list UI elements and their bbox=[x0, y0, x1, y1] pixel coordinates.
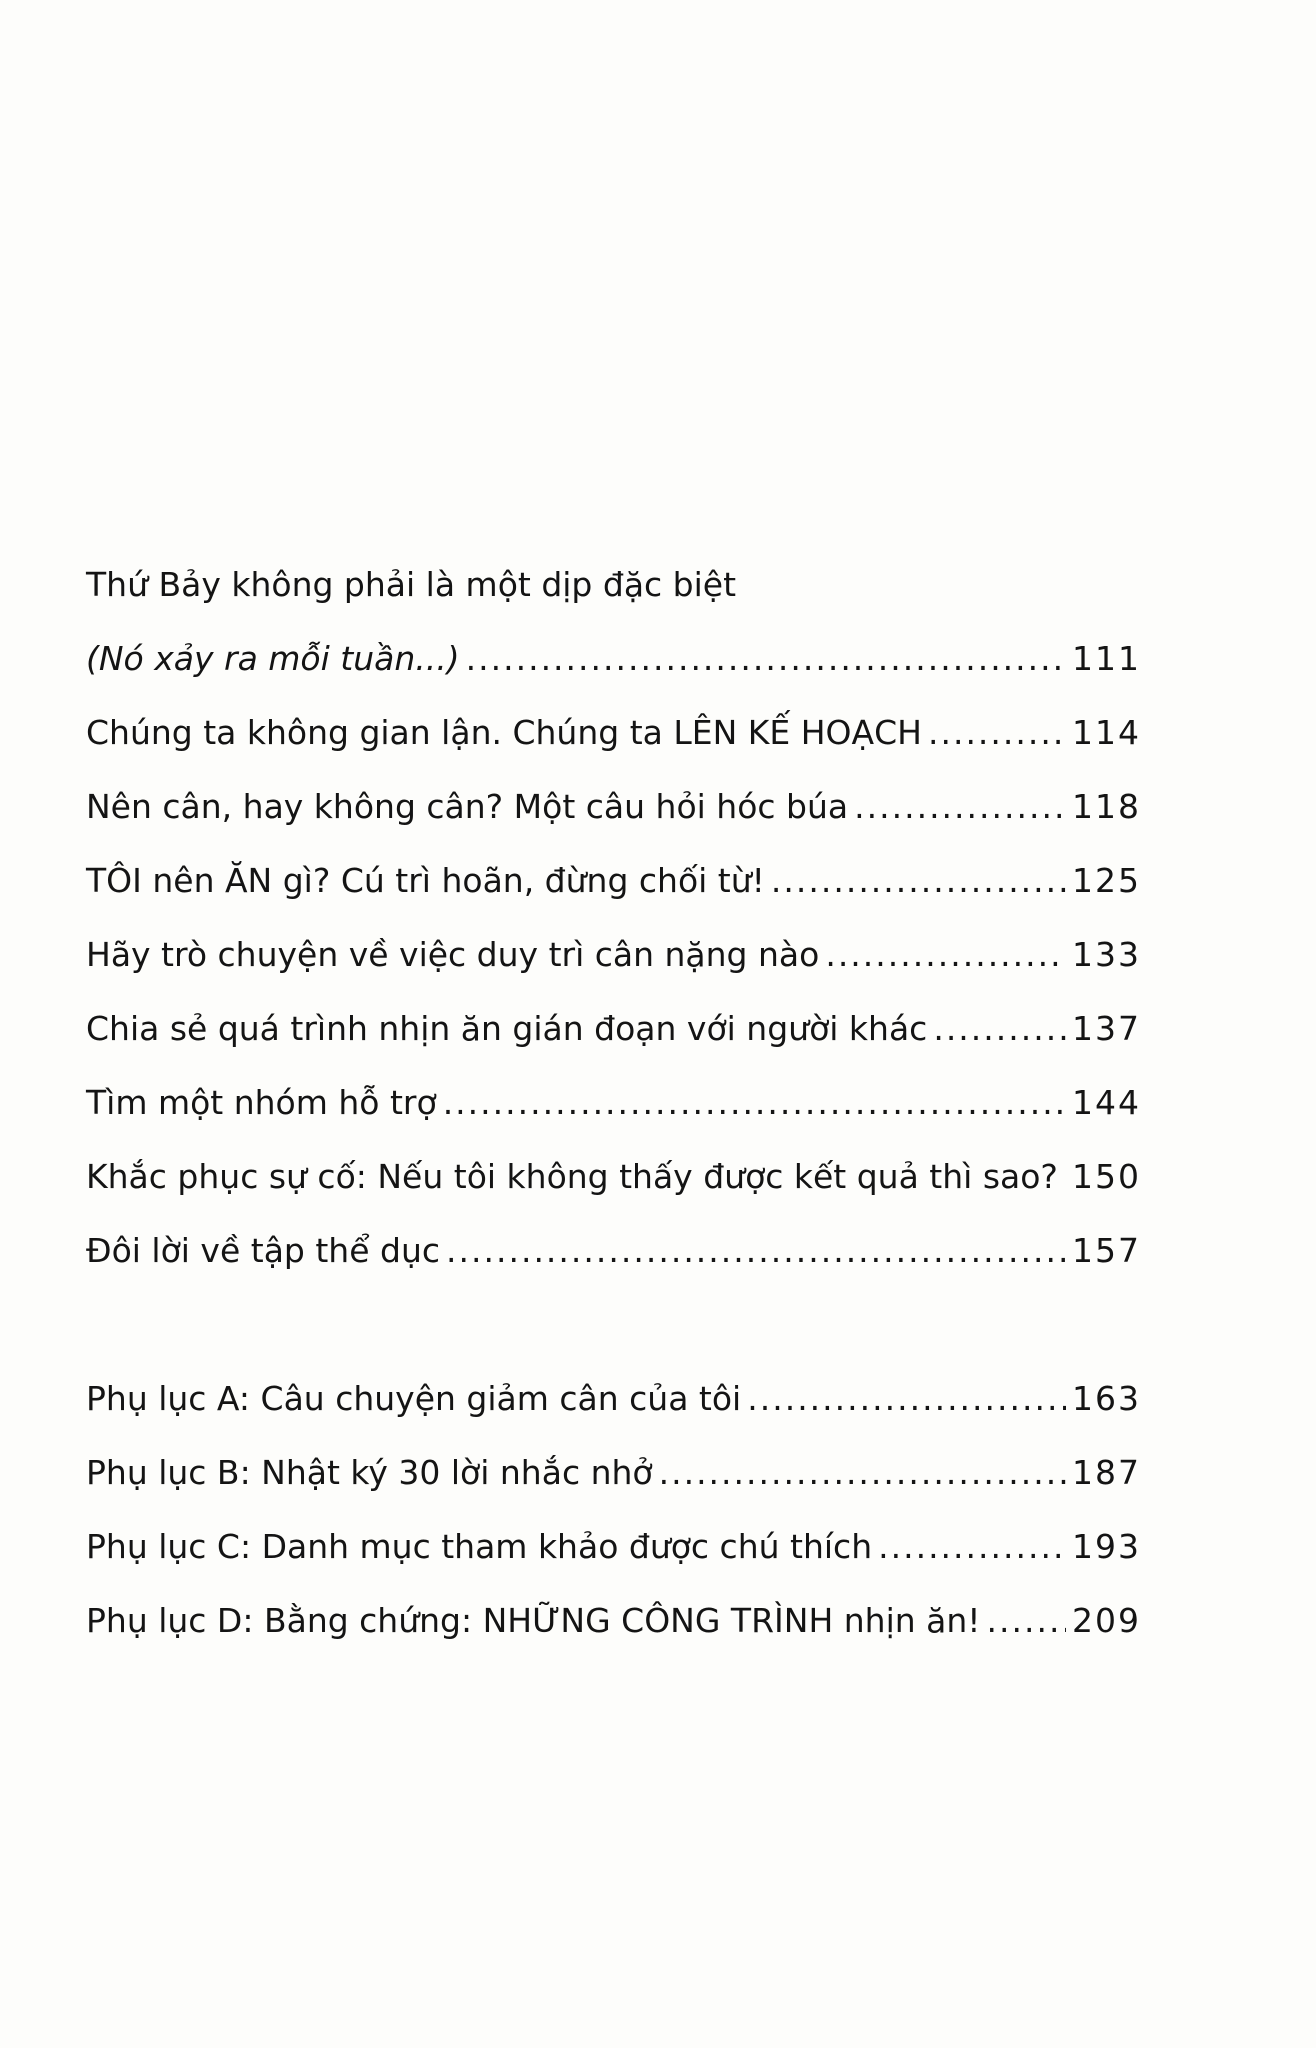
toc-entry-title: Tìm một nhóm hỗ trợ bbox=[86, 1083, 437, 1122]
toc-entry-heading: Thứ Bảy không phải là một dịp đặc biệt bbox=[86, 565, 737, 604]
dot-leader bbox=[446, 1214, 1066, 1288]
toc-page-number: 157 bbox=[1072, 1231, 1141, 1270]
dot-leader bbox=[878, 1510, 1066, 1584]
toc-entry-title: Đôi lời về tập thể dục bbox=[86, 1231, 441, 1270]
toc-page-number: 114 bbox=[1072, 713, 1141, 752]
section-spacer bbox=[86, 1288, 1141, 1362]
toc-entry-title: Chúng ta không gian lận. Chúng ta LÊN KẾ HOẠCH bbox=[86, 713, 922, 752]
toc-page-number: 187 bbox=[1072, 1453, 1141, 1492]
toc-entry-title: Khắc phục sự cố: Nếu tôi không thấy được kết quả thì sao? bbox=[86, 1157, 1058, 1196]
dot-leader bbox=[747, 1362, 1066, 1436]
toc-entry-title: Phụ lục D: Bằng chứng: NHỮNG CÔNG TRÌNH nhịn ăn! bbox=[86, 1601, 981, 1640]
toc-entry-title: Chia sẻ quá trình nhịn ăn gián đoạn với người khác bbox=[86, 1009, 928, 1048]
toc-page-number: 125 bbox=[1072, 861, 1141, 900]
toc-entry bbox=[86, 992, 1141, 1066]
toc-appendix-entry bbox=[86, 1510, 1141, 1584]
dot-leader bbox=[933, 992, 1066, 1066]
toc-entry-title: Phụ lục B: Nhật ký 30 lời nhắc nhở bbox=[86, 1453, 653, 1492]
dot-leader bbox=[771, 844, 1066, 918]
toc-page-number: 133 bbox=[1072, 935, 1141, 974]
toc-page-number: 137 bbox=[1072, 1009, 1141, 1048]
toc-entry-title: Nên cân, hay không cân? Một câu hỏi hóc búa bbox=[86, 787, 849, 826]
toc-entry-title: Phụ lục A: Câu chuyện giảm cân của tôi bbox=[86, 1379, 742, 1418]
toc-page-number: 111 bbox=[1072, 639, 1141, 678]
toc-entry-title: Hãy trò chuyện về việc duy trì cân nặng nào bbox=[86, 935, 820, 974]
toc-appendix-entry bbox=[86, 1362, 1141, 1436]
toc-entry bbox=[86, 1140, 1141, 1214]
dot-leader bbox=[928, 696, 1066, 770]
toc-page-number: 193 bbox=[1072, 1527, 1141, 1566]
toc-appendix-entry bbox=[86, 1584, 1141, 1658]
toc-entry-title: TÔI nên ĂN gì? Cú trì hoãn, đừng chối từ! bbox=[86, 861, 765, 900]
dot-leader bbox=[854, 770, 1066, 844]
dot-leader bbox=[825, 918, 1066, 992]
toc-page-number: 144 bbox=[1072, 1083, 1141, 1122]
toc-entry bbox=[86, 1214, 1141, 1288]
dot-leader bbox=[659, 1436, 1066, 1510]
table-of-contents bbox=[86, 548, 1141, 1658]
toc-entry bbox=[86, 844, 1141, 918]
toc-page-number: 163 bbox=[1072, 1379, 1141, 1418]
toc-entry bbox=[86, 622, 1141, 696]
toc-entry bbox=[86, 1066, 1141, 1140]
dot-leader bbox=[466, 622, 1066, 696]
dot-leader bbox=[443, 1066, 1066, 1140]
dot-leader bbox=[1064, 1140, 1066, 1214]
toc-page-number: 118 bbox=[1072, 787, 1141, 826]
toc-page-number: 209 bbox=[1072, 1601, 1141, 1640]
toc-page-number: 150 bbox=[1072, 1157, 1141, 1196]
dot-leader bbox=[987, 1584, 1066, 1658]
toc-entry bbox=[86, 770, 1141, 844]
toc-entry bbox=[86, 918, 1141, 992]
toc-entry-title: Phụ lục C: Danh mục tham khảo được chú thích bbox=[86, 1527, 873, 1566]
toc-entry-title: (Nó xảy ra mỗi tuần...) bbox=[86, 639, 460, 678]
toc-appendix-entry bbox=[86, 1436, 1141, 1510]
toc-entry bbox=[86, 696, 1141, 770]
